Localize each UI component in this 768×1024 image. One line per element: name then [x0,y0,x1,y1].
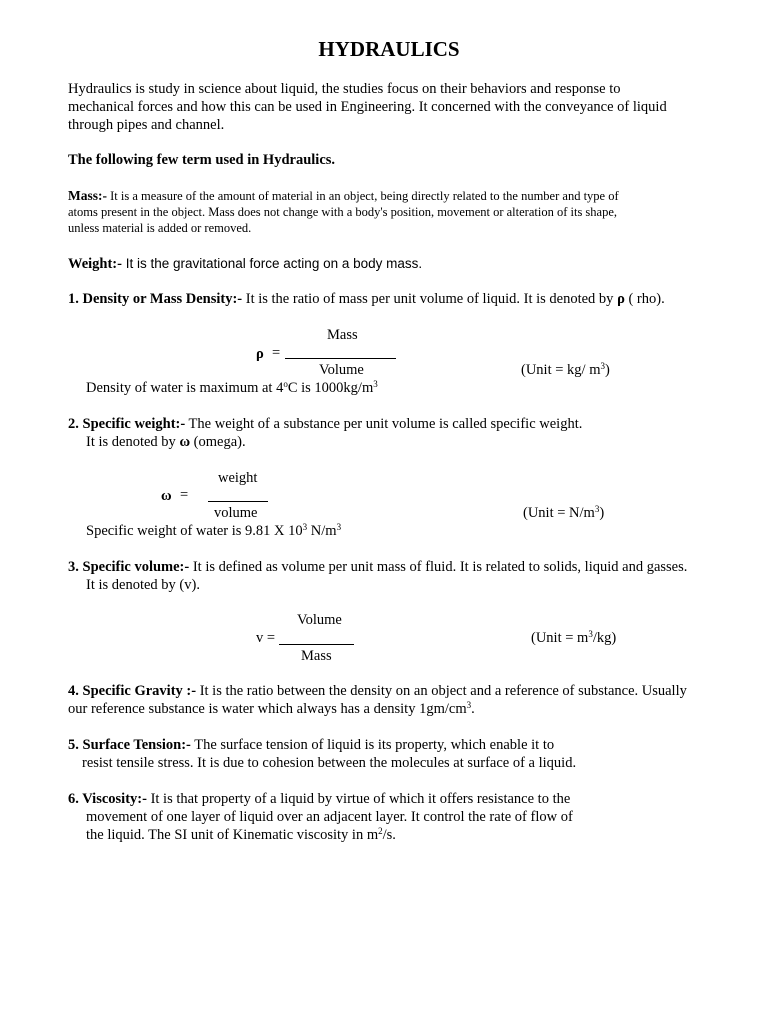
weight-label: Weight:- [68,256,122,272]
intro-line: mechanical forces and how this can be used in Engineering. It concerned with the conveyance of liquid [68,99,667,115]
specific-volume-text: It is defined as volume per unit mass of fluid. It is related to solids, liquid and gasses. [189,559,688,575]
density-numerator: Mass [327,327,358,343]
specific-weight-line2: It is denoted by ω (omega). [86,434,246,450]
intro-paragraph [68,80,748,134]
specific-volume-formula-equals: = [266,630,276,646]
density-formula-symbol: ρ [256,346,264,362]
density-text-end: ( rho). [624,291,665,307]
page-title: HYDRAULICS [318,37,460,61]
specific-gravity-line2: our reference substance is water which always has a density $1gm/cm^3$. [68,700,475,717]
surface-tension-label: 5. Surface Tension:- [68,737,191,753]
mass-paragraph [68,188,748,236]
specific-weight-unit: (Unit = $N/m^3$) [523,504,605,521]
rho-symbol: ρ [617,291,625,307]
specific-volume-formula [256,629,275,647]
surface-tension-line2: resist tensile stress. It is due to cohesion between the molecules at surface of a liquid. [82,755,577,771]
surface-tension-definition [68,736,748,754]
specific-volume-label: 3. Specific volume:- [68,559,190,575]
viscosity-label: 6. Viscosity:- [68,791,147,807]
specific-weight-formula-equals: = [180,487,189,503]
density-unit: (Unit = kg/ $m^3$) [521,361,610,378]
intro-line: Hydraulics is study in science about liquid, the studies focus on their behaviors and response to [68,81,621,97]
density-formula-equals: = [272,345,281,361]
specific-volume-formula-symbol: v [256,630,264,646]
specific-gravity-label: 4. Specific Gravity :- [68,683,197,699]
specific-gravity-text: It is the ratio between the density on an object and a reference of substance. Usually [196,683,687,699]
weight-text: It is the gravitational force acting on a body mass. [121,256,423,271]
density-text: It is the ratio of mass per unit volume of liquid. It is denoted by [242,291,618,307]
weight-paragraph [68,255,748,273]
viscosity-text: It is that property of a liquid by virtue of which it offers resistance to the [146,791,571,807]
specific-weight-formula-symbol: ω [161,488,172,504]
mass-text: It is a measure of the amount of material in an object, being directly related to the number and type of [107,189,619,203]
viscosity-line2: movement of one layer of liquid over an adjacent layer. It control the rate of flow of [86,809,573,825]
density-denominator: Volume [319,362,364,378]
density-definition [68,290,748,308]
intro-line: through pipes and channel. [68,117,225,133]
specific-weight-definition [68,415,748,433]
specific-volume-unit: (Unit = $m^3/kg$) [531,629,617,646]
specific-weight-numerator: weight [218,470,258,486]
specific-volume-line2: It is denoted by (v). [86,577,200,593]
specific-volume-definition [68,558,748,576]
mass-label: Mass:- [68,188,107,203]
mass-line: atoms present in the object. Mass does not change with a body's position, movement or alteration of its shape, [68,205,618,219]
specific-volume-fraction-bar [279,644,354,645]
terms-heading: The following few term used in Hydraulics. [68,152,336,168]
viscosity-line3: the liquid. The SI unit of Kinematic viscosity in $m^2/s$. [86,826,396,843]
specific-weight-denominator: volume [214,505,258,521]
density-label: 1. Density or Mass Density:- [68,291,243,307]
surface-tension-text: The surface tension of liquid is its property, which enable it to [190,737,555,753]
omega-symbol: ω [179,434,191,450]
density-water-note: Density of water is maximum at 4$^o$C is $1000kg/m^3$ [86,379,378,396]
specific-volume-denominator: Mass [301,648,332,664]
specific-weight-label: 2. Specific weight:- [68,416,186,432]
mass-line: unless material is added or removed. [68,221,252,235]
viscosity-definition [68,790,748,808]
specific-gravity-definition [68,682,748,700]
specific-volume-numerator: Volume [297,612,342,628]
specific-weight-text: The weight of a substance per unit volume is called specific weight. [185,416,583,432]
specific-weight-fraction-bar [208,501,268,502]
specific-weight-water-note: Specific weight of water is 9.81 X $10^3$ $N/m^3$ [86,522,342,539]
density-fraction-bar [285,358,396,359]
